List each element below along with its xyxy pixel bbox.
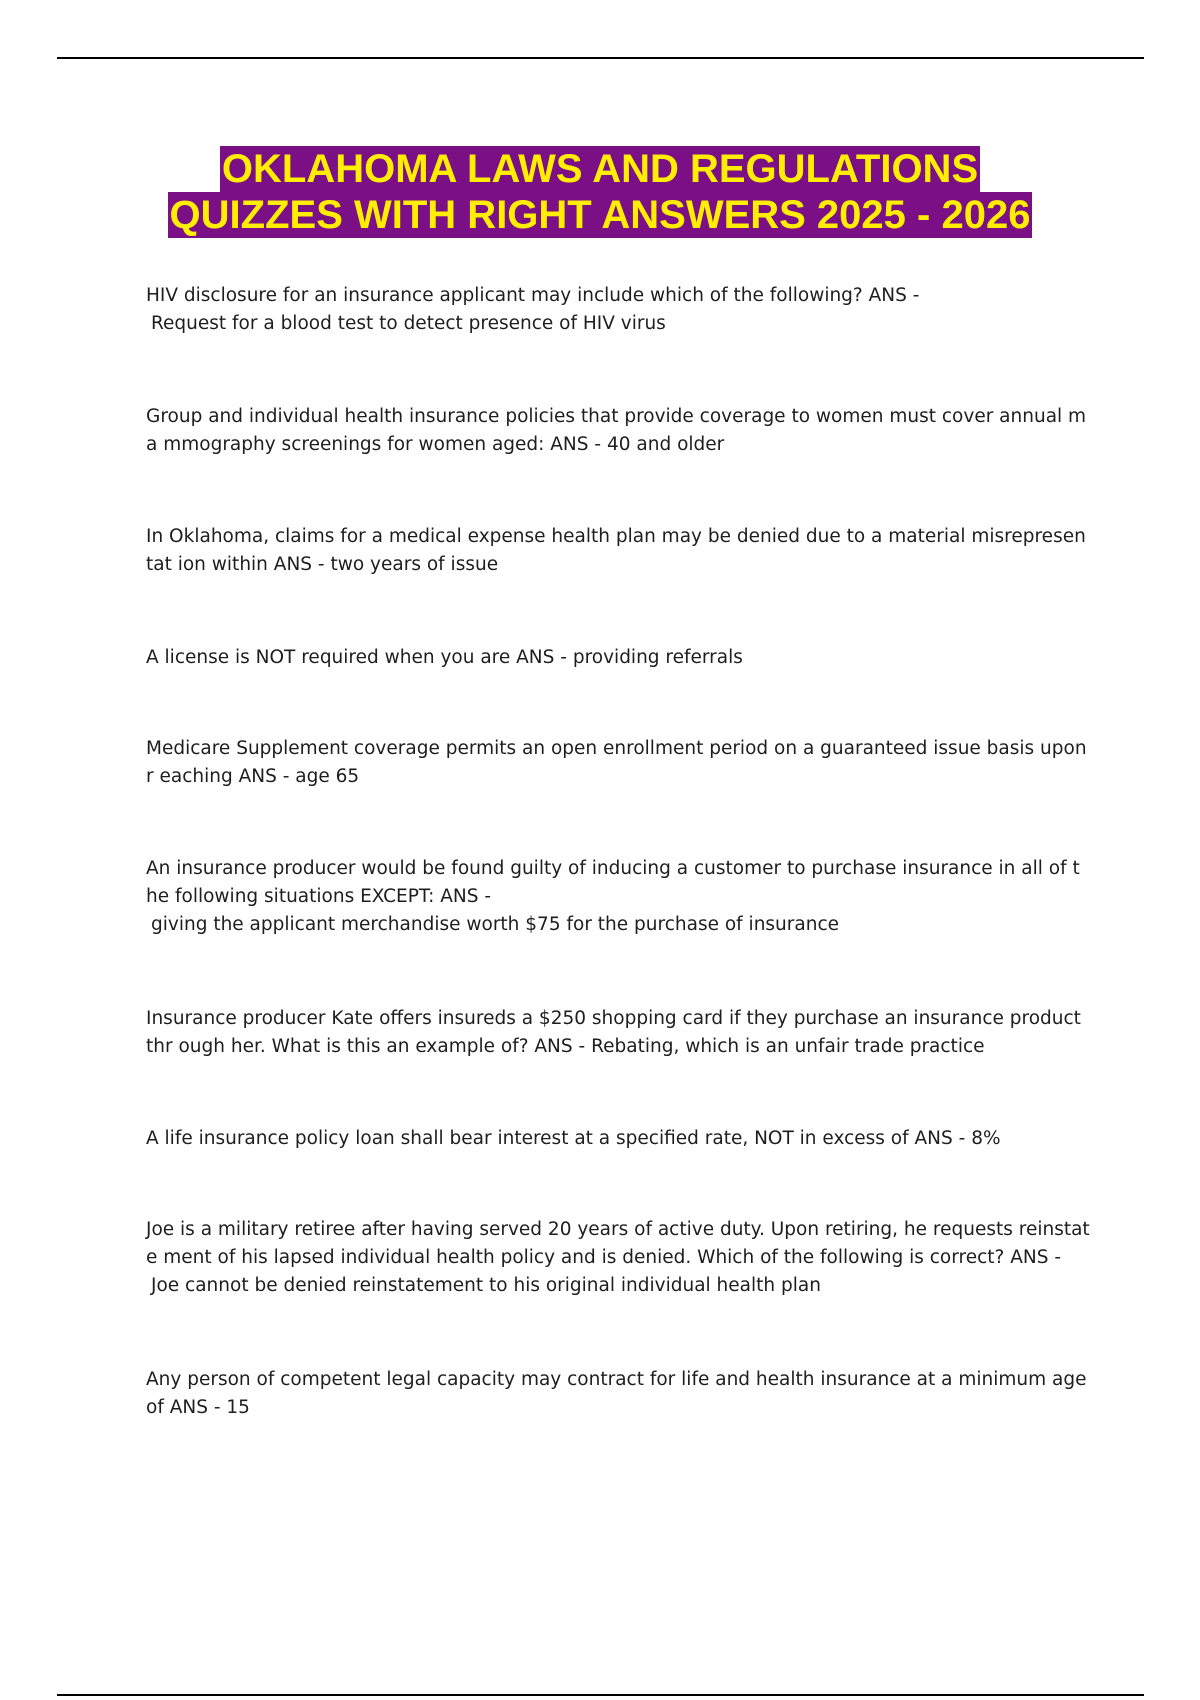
qa-item-10: [146, 1366, 1091, 1422]
qa-item-9: [146, 1216, 1091, 1300]
answer-text: age 65: [295, 766, 360, 787]
answer-text: 15: [226, 1397, 250, 1418]
question-text: Joe is a military retiree after having served 20 years of active duty. Upon retiring, he requests reinstate ment of his lapsed individual health policy and is denied. Which of the following is correct? ANS -: [146, 1219, 1090, 1268]
qa-item-2: [146, 403, 1091, 459]
qa-item-4: [146, 644, 1091, 672]
question-text: An insurance producer would be found guilty of inducing a customer to purchase insurance in all of the following situations EXCEPT: ANS -: [146, 858, 1080, 907]
answer-text: Joe cannot be denied reinstatement to his original individual health plan: [151, 1275, 821, 1296]
qa-item-1: [146, 282, 1091, 338]
qa-item-7: [146, 1005, 1091, 1061]
answer-text: two years of issue: [330, 554, 499, 575]
answer-text: 8%: [971, 1128, 1001, 1149]
answer-text: providing referrals: [572, 647, 743, 668]
question-text: Any person of competent legal capacity may contract for life and health insurance at a minimum age of ANS -: [146, 1369, 1087, 1418]
title-line-1: OKLAHOMA LAWS AND REGULATIONS: [221, 147, 979, 191]
question-text: In Oklahoma, claims for a medical expense health plan may be denied due to a material misrepresentat ion within ANS -: [146, 526, 1086, 575]
question-text: A license is NOT required when you are ANS -: [146, 647, 567, 668]
question-text: HIV disclosure for an insurance applicant may include which of the following? ANS -: [146, 285, 920, 306]
answer-text: giving the applicant merchandise worth $75 for the purchase of insurance: [151, 914, 840, 935]
qa-item-6: [146, 855, 1091, 939]
question-text: Medicare Supplement coverage permits an open enrollment period on a guaranteed issue basis upon r eaching ANS -: [146, 738, 1087, 787]
qa-item-3: [146, 523, 1091, 579]
top-rule: [57, 57, 1144, 59]
bottom-rule: [57, 1694, 1144, 1696]
qa-item-8: [146, 1125, 1091, 1153]
title-line-2: QUIZZES WITH RIGHT ANSWERS 2025 - 2026: [169, 193, 1031, 237]
qa-item-5: [146, 735, 1091, 791]
question-text: A life insurance policy loan shall bear interest at a specified rate, NOT in excess of ANS -: [146, 1128, 966, 1149]
answer-text: Rebating, which is an unfair trade practice: [591, 1036, 985, 1057]
question-text: Insurance producer Kate offers insureds a $250 shopping card if they purchase an insurance product thr ough her. What is this an example of? ANS -: [146, 1008, 1081, 1057]
answer-text: 40 and older: [606, 434, 725, 455]
document-title: [0, 146, 1200, 238]
question-text: Group and individual health insurance policies that provide coverage to women must cover annual ma mmography screenings for women aged: ANS -: [146, 406, 1087, 455]
answer-text: Request for a blood test to detect presence of HIV virus: [151, 313, 666, 334]
